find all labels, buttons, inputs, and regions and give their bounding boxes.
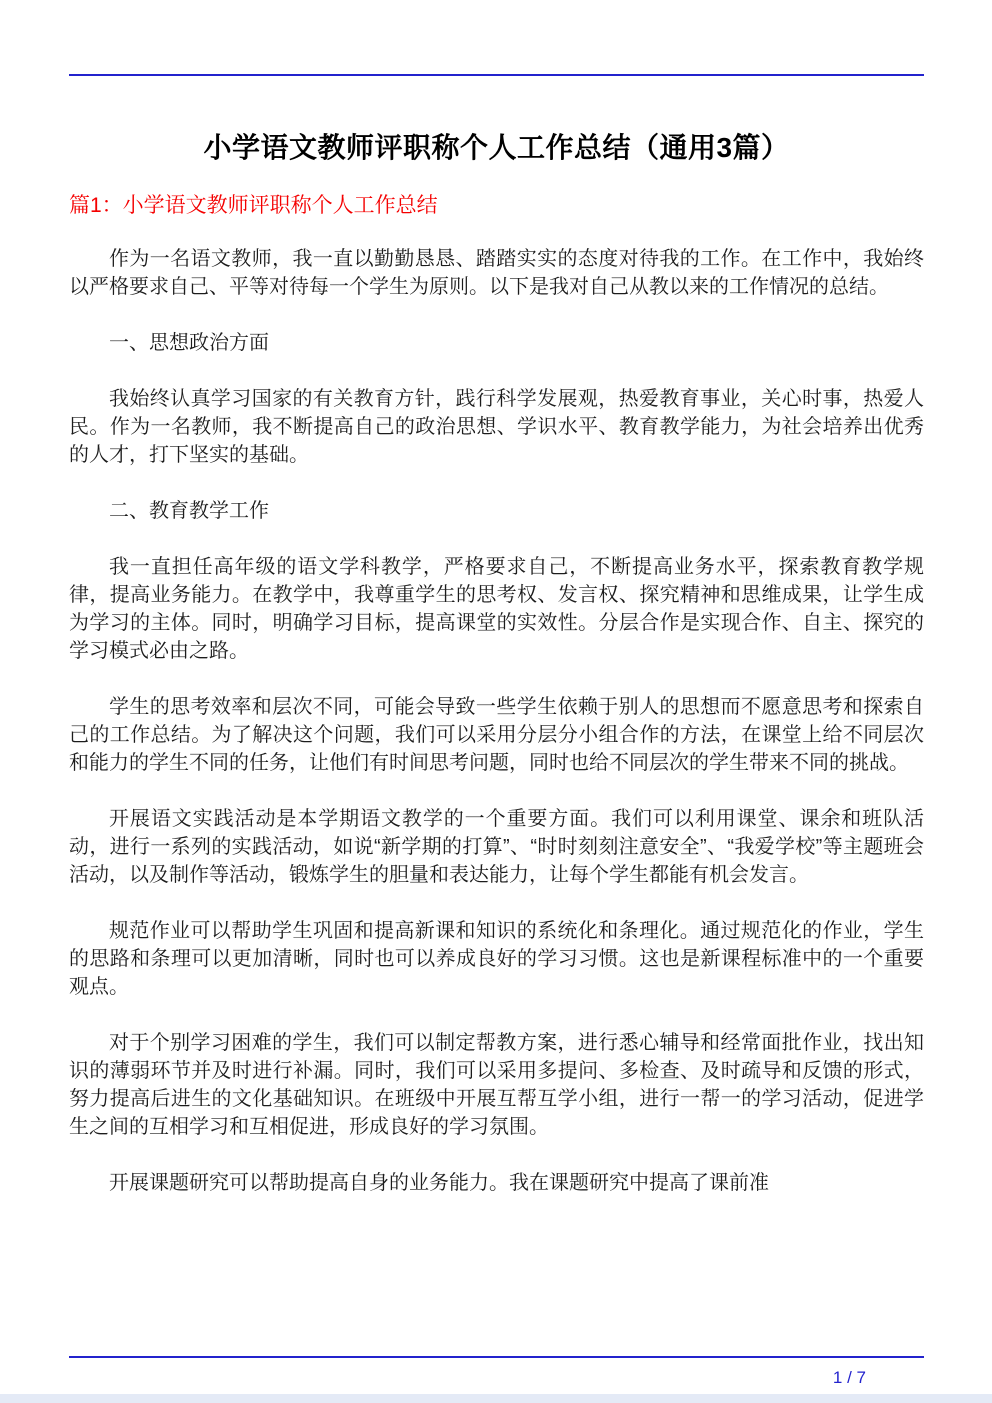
- section-subheading: 一、思想政治方面: [109, 332, 269, 355]
- paragraph: 作为一名语文教师，我一直以勤勤恳恳、踏踏实实的态度对待我的工作。在工作中，我始终以严格要求自己、平等对待每一个学生为原则。以下是我对自己从教以来的工作情况的总结。: [69, 248, 924, 299]
- paragraph: 我始终认真学习国家的有关教育方针，践行科学发展观，热爱教育事业，关心时事，热爱人民。作为一名教师，我不断提高自己的政治思想、学识水平、教育教学能力，为社会培养出优秀的人才，打下坚实的基础。: [69, 388, 924, 467]
- header-divider: [69, 74, 924, 76]
- paragraph: 规范作业可以帮助学生巩固和提高新课和知识的系统化和条理化。通过规范化的作业，学生的思路和条理可以更加清晰，同时也可以养成良好的学习习惯。这也是新课程标准中的一个重要观点。: [69, 920, 924, 999]
- paragraph: 开展课题研究可以帮助提高自身的业务能力。我在课题研究中提高了课前准: [109, 1172, 769, 1195]
- paragraph: 我一直担任高年级的语文学科教学，严格要求自己，不断提高业务水平，探索教育教学规律，提高业务能力。在教学中，我尊重学生的思考权、发言权、探究精神和思维成果，让学生成为学习的主体。同时，明确学习目标，提高课堂的实效性。分层合作是实现合作、自主、探究的学习模式必由之路。: [69, 556, 924, 663]
- document-title: 小学语文教师评职称个人工作总结（通用3篇）: [203, 132, 790, 163]
- section-heading: 篇1：小学语文教师评职称个人工作总结: [69, 194, 438, 217]
- section-subheading: 二、教育教学工作: [109, 500, 269, 523]
- paragraph: 开展语文实践活动是本学期语文教学的一个重要方面。我们可以利用课堂、课余和班队活动，进行一系列的实践活动，如说“新学期的打算”、“时时刻刻注意安全”、“我爱学校”等主题班会活动，以及制作等活动，锻炼学生的胆量和表达能力，让每个学生都能有机会发言。: [69, 808, 924, 887]
- page-number: 1 / 7: [832, 1368, 866, 1387]
- document-body: [69, 245, 924, 1197]
- paragraph: 对于个别学习困难的学生，我们可以制定帮教方案，进行悉心辅导和经常面批作业，找出知识的薄弱环节并及时进行补漏。同时，我们可以采用多提问、多检查、及时疏导和反馈的形式，努力提高后进生的文化基础知识。在班级中开展互帮互学小组，进行一帮一的学习活动，促进学生之间的互相学习和互相促进，形成良好的学习氛围。: [69, 1032, 924, 1139]
- paragraph: 学生的思考效率和层次不同，可能会导致一些学生依赖于别人的思想而不愿意思考和探索自己的工作总结。为了解决这个问题，我们可以采用分层分小组合作的方法，在课堂上给不同层次和能力的学生不同的任务，让他们有时间思考问题，同时也给不同层次的学生带来不同的挑战。: [69, 696, 924, 775]
- footer-divider: [69, 1356, 924, 1358]
- page-bottom-edge: [0, 1394, 992, 1403]
